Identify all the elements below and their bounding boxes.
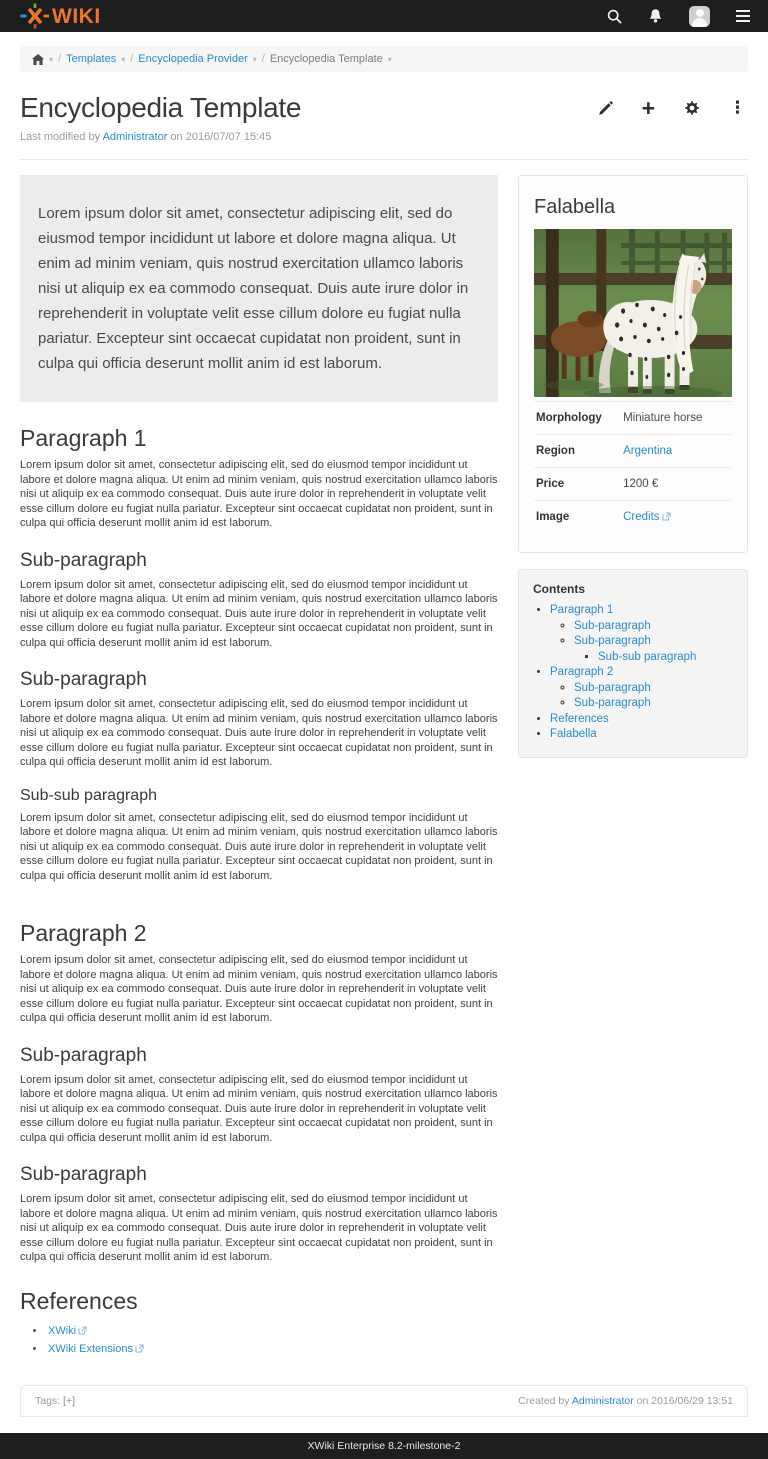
list-item — [46, 1323, 498, 1341]
contents-title: Contents — [533, 582, 585, 596]
contents-panel — [518, 569, 748, 758]
chevron-down-icon[interactable]: ▾ — [121, 54, 126, 64]
list-item — [550, 665, 733, 712]
menu-icon[interactable] — [736, 10, 750, 22]
toc-link-sub-paragraph[interactable]: Sub-paragraph — [574, 681, 651, 694]
infobox-title: Falabella — [534, 196, 616, 218]
toc-link-sub-paragraph[interactable]: Sub-paragraph — [574, 635, 651, 647]
avatar-body-shape — [692, 18, 707, 27]
breadcrumb — [20, 46, 748, 72]
created-line — [518, 1395, 733, 1407]
created-rest: on 2016/06/29 13:51 — [636, 1394, 733, 1407]
infobox-table — [534, 401, 732, 534]
created-user-link[interactable]: Administrator — [571, 1394, 634, 1407]
breadcrumb-separator: / — [261, 53, 265, 65]
section-body: Lorem ipsum dolor sit amet, consectetur adipiscing elit, sed do eiusmod tempor incididunt ut labore et dolore magna aliqua. Ut enim ad minim veniam, quis nostrud exercitation ullamco laboris nisi ut aliquip ex ea commodo consequat. Duis aute irure dolor in reprehenderit in voluptate velit esse cillum dolore eu fugiat nulla pariatur. Excepteur sint occaecat cupidatat non proident, sunt in culpa qui officia deserunt mollit anim id est laborum. — [20, 698, 498, 768]
section-heading-paragraph-2: Paragraph 2 — [20, 920, 147, 946]
document-content — [20, 175, 498, 1359]
section-heading-paragraph-1: Paragraph 1 — [20, 425, 147, 451]
table-row — [534, 468, 732, 501]
list-item — [574, 634, 733, 665]
list-item — [46, 1341, 498, 1359]
section-heading-references: References — [20, 1287, 138, 1314]
section-heading-sub-sub-paragraph: Sub-sub paragraph — [20, 786, 157, 804]
xwiki-logo-text: WIKI — [52, 4, 101, 28]
top-navbar — [0, 0, 768, 32]
xwiki-logo-x-icon — [20, 3, 50, 29]
notifications-bell-icon[interactable] — [648, 8, 663, 24]
section-body: Lorem ipsum dolor sit amet, consectetur adipiscing elit, sed do eiusmod tempor incididunt ut labore et dolore magna aliqua. Ut enim ad minim veniam, quis nostrud exercitation ullamco laboris nisi ut aliquip ex ea commodo consequat. Duis aute irure dolor in reprehenderit in voluptate velit esse cillum dolore eu fugiat nulla pariatur. Excepteur sint occaecat cupidatat non proident, sunt in culpa qui officia deserunt mollit anim id est laborum. — [20, 954, 498, 1024]
chevron-down-icon[interactable]: ▾ — [387, 54, 392, 64]
section-body: Lorem ipsum dolor sit amet, consectetur adipiscing elit, sed do eiusmod tempor incididunt ut labore et dolore magna aliqua. Ut enim ad minim veniam, quis nostrud exercitation ullamco laboris nisi ut aliquip ex ea commodo consequat. Duis aute irure dolor in reprehenderit in voluptate velit esse cillum dolore eu fugiat nulla pariatur. Excepteur sint occaecat cupidatat non proident, sunt in culpa qui officia deserunt mollit anim id est laborum. — [20, 811, 498, 882]
breadcrumb-item-encyclopedia-provider[interactable]: Encyclopedia Provider — [138, 53, 248, 65]
infobox-row-value: Miniature horse — [623, 412, 703, 424]
chevron-down-icon[interactable]: ▾ — [252, 54, 257, 64]
avatar-head-shape — [696, 9, 704, 17]
section-heading-sub-paragraph: Sub-paragraph — [20, 1164, 147, 1185]
breadcrumb-item-templates[interactable]: Templates — [66, 53, 117, 65]
version-text: XWiki Enterprise 8.2-milestone-2 — [307, 1439, 461, 1452]
toc-link-paragraph-1[interactable]: Paragraph 1 — [550, 604, 614, 616]
list-item — [550, 603, 733, 665]
credits-link[interactable]: Credits — [623, 511, 660, 523]
modified-prefix: Last modified by — [20, 131, 101, 143]
breadcrumb-item-current: Encyclopedia Template — [269, 53, 383, 65]
modified-rest: on 2016/07/07 15:45 — [170, 131, 272, 143]
falabella-horse-image — [534, 229, 732, 397]
table-row — [534, 435, 732, 468]
last-modified-line — [20, 131, 748, 143]
table-row — [534, 402, 732, 435]
section-body: Lorem ipsum dolor sit amet, consectetur adipiscing elit, sed do eiusmod tempor incididunt ut labore et dolore magna aliqua. Ut enim ad minim veniam, quis nostrud exercitation ullamco laboris nisi ut aliquip ex ea commodo consequat. Duis aute irure dolor in reprehenderit in voluptate velit esse cillum dolore eu fugiat nulla pariatur. Excepteur sint occaecat cupidatat non proident, sunt in culpa qui officia deserunt mollit anim id est laborum. — [20, 1073, 498, 1144]
toc-link-sub-sub-paragraph[interactable]: Sub-sub paragraph — [598, 650, 697, 663]
document-footer — [20, 1385, 748, 1417]
list-item — [574, 681, 733, 697]
region-link[interactable]: Argentina — [623, 445, 673, 457]
section-body: Lorem ipsum dolor sit amet, consectetur adipiscing elit, sed do eiusmod tempor incididunt ut labore et dolore magna aliqua. Ut enim ad minim veniam, quis nostrud exercitation ullamco laboris nisi ut aliquip ex ea commodo consequat. Duis aute irure dolor in reprehenderit in voluptate velit esse cillum dolore eu fugiat nulla pariatur. Excepteur sint occaecat cupidatat non proident, sunt in culpa qui officia deserunt mollit anim id est laborum. — [20, 578, 498, 649]
chevron-down-icon[interactable]: ▾ — [49, 54, 54, 64]
user-avatar[interactable] — [689, 6, 710, 27]
settings-gear-icon[interactable] — [684, 100, 700, 116]
edit-pencil-icon[interactable] — [598, 101, 613, 116]
toc-link-sub-paragraph[interactable]: Sub-paragraph — [574, 697, 651, 709]
add-tag-button[interactable]: [+] — [63, 1394, 75, 1407]
search-icon[interactable] — [607, 9, 622, 24]
section-body: Lorem ipsum dolor sit amet, consectetur adipiscing elit, sed do eiusmod tempor incididunt ut labore et dolore magna aliqua. Ut enim ad minim veniam, quis nostrud exercitation ullamco laboris nisi ut aliquip ex ea commodo consequat. Duis aute irure dolor in reprehenderit in voluptate velit esse cillum dolore eu fugiat nulla pariatur. Excepteur sint occaecat cupidatat non proident, sunt in culpa qui officia deserunt mollit anim id est laborum. — [20, 1193, 498, 1263]
list-item — [574, 696, 733, 712]
list-item — [574, 619, 733, 635]
list-item — [550, 712, 733, 728]
page-title: Encyclopedia Template — [20, 92, 302, 123]
intro-summary-box: Lorem ipsum dolor sit amet, consectetur adipiscing elit, sed do eiusmod tempor incididunt ut labore et dolore magna aliqua. Ut enim ad minim veniam, quis nostrud exercitation ullamco laboris nisi ut aliquip ex ea commodo consequat. Duis aute irure dolor in reprehenderit in voluptate velit esse cillum dolore eu fugiat nulla pariatur. Excepteur sint occaecat cupidatat non proident, sunt in culpa qui officia deserunt mollit anim id est laborum. — [20, 175, 498, 402]
toc-link-references[interactable]: References — [550, 712, 609, 725]
references-list — [46, 1323, 498, 1359]
tags-area — [35, 1395, 75, 1407]
version-bar — [0, 1433, 768, 1459]
table-row — [534, 501, 732, 535]
list-item — [550, 727, 733, 743]
toc-list — [550, 603, 733, 743]
external-link-icon — [662, 512, 671, 524]
xwiki-logo[interactable] — [20, 3, 101, 29]
breadcrumb-separator: / — [130, 53, 134, 65]
toc-link-paragraph-2[interactable]: Paragraph 2 — [550, 666, 614, 678]
infobox-panel — [518, 175, 748, 553]
section-heading-sub-paragraph: Sub-paragraph — [20, 669, 147, 690]
add-plus-icon[interactable]: + — [641, 95, 655, 121]
infobox-row-label: Price — [536, 478, 565, 490]
home-icon[interactable] — [32, 54, 44, 65]
external-link-icon — [78, 1324, 87, 1341]
breadcrumb-separator: / — [58, 53, 62, 65]
infobox-row-label: Region — [536, 445, 575, 457]
infobox-row-label: Morphology — [536, 412, 602, 424]
infobox-row-value: 1200 € — [623, 478, 659, 490]
section-body: Lorem ipsum dolor sit amet, consectetur adipiscing elit, sed do eiusmod tempor incididunt ut labore et dolore magna aliqua. Ut enim ad minim veniam, quis nostrud exercitation ullamco laboris nisi ut aliquip ex ea commodo consequat. Duis aute irure dolor in reprehenderit in voluptate velit esse cillum dolore eu fugiat nulla pariatur. Excepteur sint occaecat cupidatat non proident, sunt in culpa qui officia deserunt mollit anim id est laborum. — [20, 459, 498, 529]
section-heading-sub-paragraph: Sub-paragraph — [20, 1044, 147, 1066]
tags-label: Tags: — [35, 1394, 61, 1407]
more-kebab-icon[interactable]: ⋮ — [729, 98, 746, 117]
infobox-row-label: Image — [536, 511, 570, 523]
reference-link-xwiki-extensions[interactable]: XWiki Extensions — [48, 1342, 133, 1355]
reference-link-xwiki[interactable]: XWiki — [48, 1324, 77, 1337]
created-prefix: Created by — [518, 1394, 570, 1407]
toc-link-sub-paragraph[interactable]: Sub-paragraph — [574, 619, 651, 632]
toc-link-falabella[interactable]: Falabella — [550, 728, 597, 740]
modified-user-link[interactable]: Administrator — [102, 131, 168, 143]
list-item — [598, 650, 733, 666]
external-link-icon — [135, 1342, 144, 1359]
sidebar — [518, 175, 748, 758]
section-heading-sub-paragraph: Sub-paragraph — [20, 549, 147, 571]
